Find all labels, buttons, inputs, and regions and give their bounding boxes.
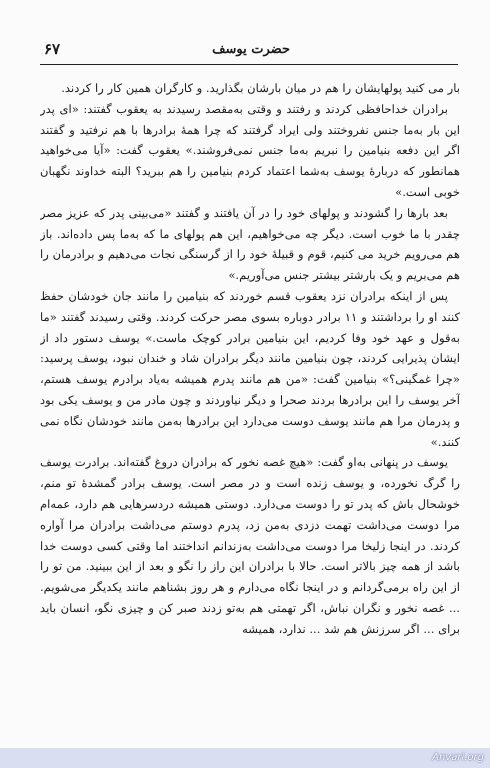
paragraph: برادران خداحافظی کردند و رفتند و وقتی به‌مقصد رسیدند به یعقوب گفتند: «ای پدر این بار به‌ما جنس نفروختند ولی ایراد گرفتند که چرا همهٔ برادرها با هم نرفتید و گفتند اگر این دفعه بنیامین را نبریم به‌ما جنس نمی‌فروشند.» یعقوب گفت: «آیا می‌خواهید همانطور که دربارهٔ یوسف به‌شما اعتماد کردم بنیامین را هم ببرید؟ البته خداوند نگهبان خوبی است.»	[40, 101, 460, 199]
body-text	[40, 78, 460, 738]
paragraph: پس از اینکه برادران نزد یعقوب قسم خوردند که بنیامین را مانند جان خودشان حفظ کنند او را برداشتند و ۱۱ برادر دوباره بسوی مصر حرکت کردند. وقتی رسیدند گفتند «ما به‌قول و عهد خود وفا کردیم، این بنیامین برادر کوچک ماست.» یوسف دستور داد از ایشان پذیرایی کردند، چون بنیامین مانند دیگر برادران شاد و خندان نبود، یوسف پرسید: «چرا غمگینی؟» بنیامین گفت: «من هم مانند پدرم همیشه به‌یاد برادرم یوسف هستم، آخر یوسف را این برادرها بردند صحرا و دیگر نیاوردند و چون مادر من و یوسف یکی بود و پدرمان مرا هم مانند یوسف دوست می‌دارد این برادرها به‌من مانند خودشان نگاه نمی کنند.»	[40, 288, 460, 449]
page-number: ۶۷	[44, 40, 61, 58]
running-title: حضرت یوسف	[212, 42, 290, 57]
header-rule	[40, 64, 458, 65]
page-header	[40, 38, 458, 64]
footer-bar	[0, 748, 490, 768]
watermark: Anvari.org	[432, 752, 484, 763]
paragraph: یوسف در پنهانی به‌او گفت: «هیچ غصه نخور که برادران دروغ گفته‌اند. برادرت یوسف را گرگ نخورده، و یوسف زنده است و در مصر است. یوسف برادر گمشدهٔ تو منم، خوشحال باش که پدر تو را دوست می‌دارد. دوستی همیشه دردسرهایی هم دارد، عمه‌ام مرا دوست می‌داشت تهمت دزدی به‌من زد، پدرم دوستم می‌داشت برادران مرا آواره کردند. در اینجا زلیخا مرا دوست می‌داشت به‌زندانم انداختند اما وقتی کسی دوست خدا باشد از همه چیز بالاتر است. حالا با برادران این راز را نگو و بعد از این ببینید. من تو را از این راه برمی‌گردانم و در اینجا نگاه می‌دارم و هر روز بشناهم مانند یکدیگر می‌شویم. ... غصه نخور و نگران نباش، اگر تهمتی هم به‌تو زدند صبر کن و چیزی نگو، انسان باید برای ... اگر سرزنش هم شد ... ندارد، همیشه	[40, 455, 460, 636]
paragraph: بار می کنید پولهایشان را هم در میان بارشان بگذارید. و کارگران همین کار را کردند.	[61, 81, 460, 95]
paragraph: بعد بارها را گشودند و پولهای خود را در آن یافتند و گفتند «می‌بینی پدر که عزیز مصر چقدر با ما خوب است. دیگر چه می‌خواهیم، این هم پولهای ما که به‌ما پس داده‌اند. باز هم می‌رویم خرید می کنیم، قوم و قبیلهٔ خود را از گرسنگی نجات می‌دهیم و برادرمان را هم می‌بریم و یک بارشتر بیشتر جنس می‌آوریم.»	[40, 205, 460, 283]
